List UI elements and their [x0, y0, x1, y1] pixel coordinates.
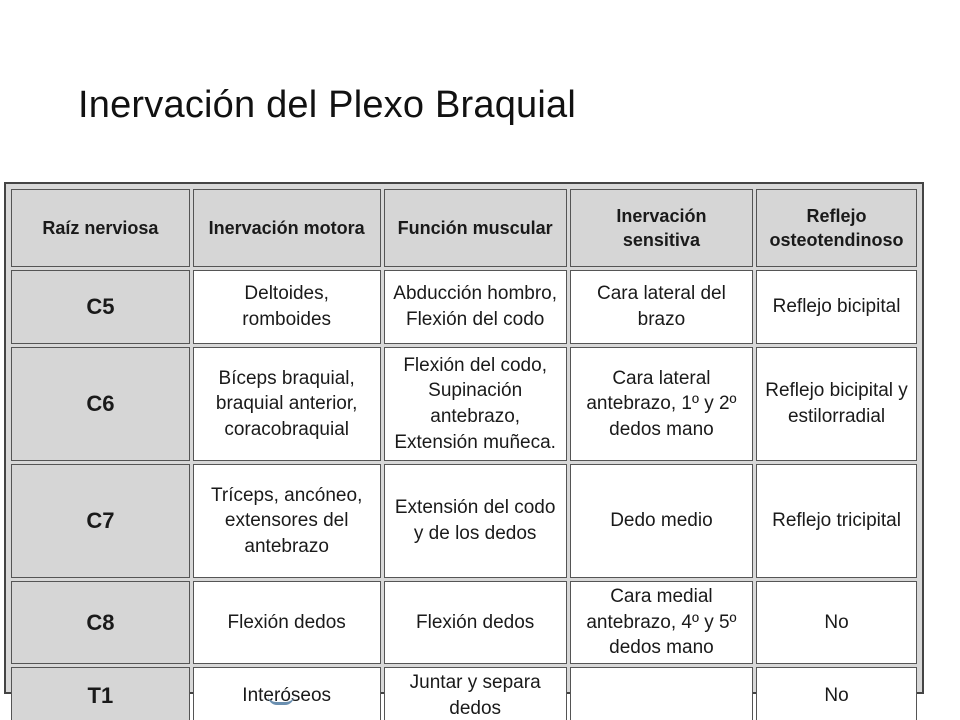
- cell-function: Flexión dedos: [384, 581, 567, 664]
- cell-motor: Bíceps braquial, braquial anterior, coracobraquial: [193, 347, 381, 461]
- cell-motor: Interóseos: [193, 667, 381, 720]
- table-row: [11, 581, 917, 664]
- table-header-row: [11, 189, 917, 267]
- cell-sensory: Cara medial antebrazo, 4º y 5º dedos mano: [570, 581, 753, 664]
- header-raiz-nerviosa: Raíz nerviosa: [11, 189, 190, 267]
- cell-reflex: Reflejo bicipital: [756, 270, 917, 344]
- cell-reflex: No: [756, 667, 917, 720]
- cell-sensory: Cara lateral del brazo: [570, 270, 753, 344]
- cell-function: Abducción hombro, Flexión del codo: [384, 270, 567, 344]
- cell-sensory: Cara lateral antebrazo, 1º y 2º dedos mano: [570, 347, 753, 461]
- header-inervacion-sensitiva: Inervación sensitiva: [570, 189, 753, 267]
- cell-motor: Deltoides, romboides: [193, 270, 381, 344]
- cell-reflex: Reflejo bicipital y estilorradial: [756, 347, 917, 461]
- table-row: [11, 270, 917, 344]
- cell-motor: Flexión dedos: [193, 581, 381, 664]
- cell-root: T1: [11, 667, 190, 720]
- plexus-table-container: [4, 182, 924, 719]
- table-row: [11, 347, 917, 461]
- cell-root: C8: [11, 581, 190, 664]
- plexus-table: [8, 186, 920, 720]
- cell-function: Juntar y separa dedos: [384, 667, 567, 720]
- cell-motor: Tríceps, ancóneo, extensores del antebrazo: [193, 464, 381, 578]
- table-row: [11, 667, 917, 720]
- cell-root: C6: [11, 347, 190, 461]
- cell-reflex: Reflejo tricipital: [756, 464, 917, 578]
- header-inervacion-motora: Inervación motora: [193, 189, 381, 267]
- cell-reflex: No: [756, 581, 917, 664]
- cell-root: C7: [11, 464, 190, 578]
- table-row: [11, 464, 917, 578]
- cell-sensory: [570, 667, 753, 720]
- cell-function: Extensión del codo y de los dedos: [384, 464, 567, 578]
- header-reflejo: Reflejo osteotendinoso: [756, 189, 917, 267]
- cell-sensory: Dedo medio: [570, 464, 753, 578]
- cell-function: Flexión del codo, Supinación antebrazo, Extensión muñeca.: [384, 347, 567, 461]
- slide-title: Inervación del Plexo Braquial: [78, 84, 576, 126]
- cell-root: C5: [11, 270, 190, 344]
- header-funcion-muscular: Función muscular: [384, 189, 567, 267]
